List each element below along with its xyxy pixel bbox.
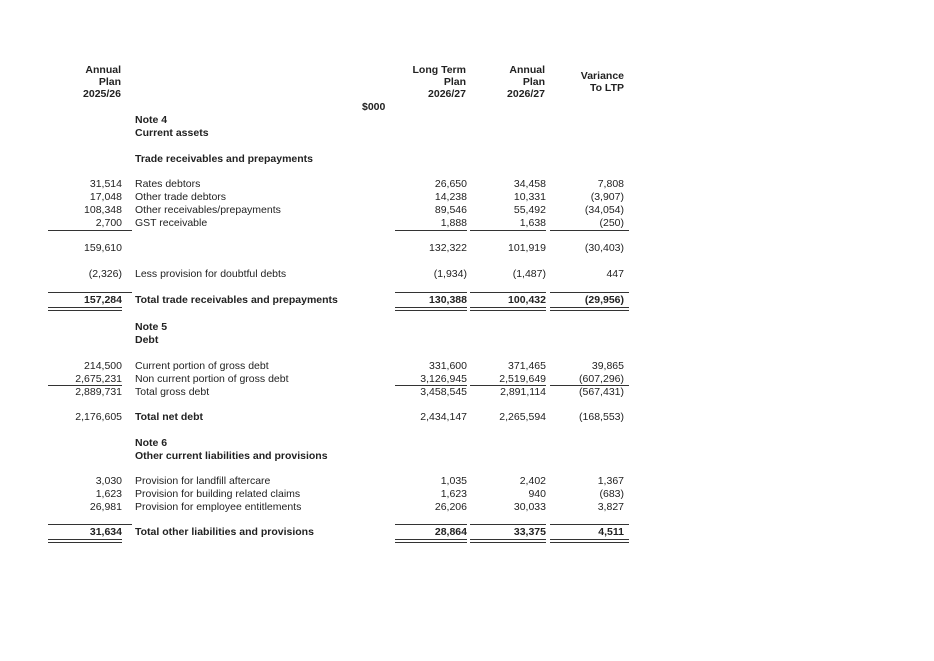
header-long-term-plan-2026-27: Long Term Plan 2026/27 — [412, 64, 466, 100]
cell-annual-2526: 214,500 — [84, 360, 122, 372]
double-rule — [470, 539, 546, 543]
note5-subtitle: Debt — [135, 334, 159, 346]
cell-ltp-2627: 26,206 — [434, 501, 467, 513]
row-label: Non current portion of gross debt — [135, 373, 289, 385]
cell-annual-2627: 2,402 — [519, 475, 546, 487]
row-label: Provision for building related claims — [135, 488, 301, 500]
cell-ltp-2627: 3,126,945 — [420, 373, 467, 385]
row-label: Rates debtors — [135, 178, 201, 190]
cell-annual-2526: 31,634 — [89, 526, 122, 538]
row-label: Less provision for doubtful debts — [135, 268, 287, 280]
rule — [550, 230, 629, 231]
cell-annual-2526: 1,623 — [95, 488, 122, 500]
row-label: Total net debt — [135, 411, 204, 423]
rule — [550, 524, 629, 525]
note6-title: Note 6 — [135, 437, 168, 449]
cell-ltp-2627: 132,322 — [429, 242, 467, 254]
cell-annual-2526: 26,981 — [89, 501, 122, 513]
cell-ltp-2627: 2,434,147 — [420, 411, 467, 423]
row-label: Total gross debt — [135, 386, 210, 398]
note5-title: Note 5 — [135, 321, 168, 333]
cell-variance: (30,403) — [584, 242, 624, 254]
row-label: Provision for landfill aftercare — [135, 475, 271, 487]
rule — [395, 524, 467, 525]
note4-title: Note 4 — [135, 114, 168, 126]
cell-annual-2627: 371,465 — [508, 360, 546, 372]
rule — [48, 524, 132, 525]
double-rule — [550, 307, 629, 311]
row-label: Other receivables/prepayments — [135, 204, 281, 216]
cell-variance: 39,865 — [591, 360, 624, 372]
cell-annual-2627: 2,265,594 — [499, 411, 546, 423]
cell-annual-2526: 17,048 — [89, 191, 122, 203]
cell-annual-2627: 1,638 — [519, 217, 546, 229]
cell-annual-2627: 33,375 — [513, 526, 546, 538]
double-rule — [395, 307, 467, 311]
row-label: Other trade debtors — [135, 191, 227, 203]
cell-ltp-2627: 331,600 — [429, 360, 467, 372]
rule — [470, 292, 546, 293]
header-annual-plan-2026-27: Annual Plan 2026/27 — [507, 64, 545, 100]
rule — [122, 230, 132, 231]
cell-variance: (168,553) — [579, 411, 624, 423]
cell-annual-2526: 3,030 — [95, 475, 122, 487]
cell-annual-2526: (2,326) — [88, 268, 122, 280]
rule — [48, 292, 132, 293]
double-rule — [470, 307, 546, 311]
note6-subtitle: Other current liabilities and provisions — [135, 450, 328, 462]
cell-variance: (3,907) — [590, 191, 624, 203]
cell-ltp-2627: 1,623 — [440, 488, 467, 500]
cell-annual-2526: 2,700 — [95, 217, 122, 229]
cell-annual-2627: 30,033 — [513, 501, 546, 513]
note4-subtitle: Current assets — [135, 127, 209, 139]
rule — [550, 292, 629, 293]
double-rule — [550, 539, 629, 543]
cell-variance: (683) — [599, 488, 624, 500]
cell-ltp-2627: 26,650 — [434, 178, 467, 190]
cell-ltp-2627: 14,238 — [434, 191, 467, 203]
cell-ltp-2627: 3,458,545 — [420, 386, 467, 398]
cell-variance: 7,808 — [597, 178, 624, 190]
rule — [470, 524, 546, 525]
cell-annual-2526: 159,610 — [84, 242, 122, 254]
cell-annual-2526: 157,284 — [84, 294, 122, 306]
rule — [395, 230, 467, 231]
cell-annual-2627: 101,919 — [508, 242, 546, 254]
cell-variance: (607,296) — [579, 373, 624, 385]
cell-annual-2526: 108,348 — [84, 204, 122, 216]
cell-annual-2627: 34,458 — [513, 178, 546, 190]
row-label: Current portion of gross debt — [135, 360, 269, 372]
cell-annual-2627: 2,519,649 — [499, 373, 546, 385]
cell-variance: (250) — [599, 217, 624, 229]
cell-variance: (29,956) — [584, 294, 624, 306]
cell-annual-2627: (1,487) — [512, 268, 546, 280]
cell-variance: 447 — [606, 268, 624, 280]
cell-ltp-2627: 89,546 — [434, 204, 467, 216]
rule — [395, 292, 467, 293]
cell-variance: 4,511 — [598, 526, 624, 538]
note4-section-title: Trade receivables and prepayments — [135, 153, 314, 165]
double-rule — [48, 539, 122, 543]
double-rule — [395, 539, 467, 543]
row-label: Total other liabilities and provisions — [135, 526, 314, 538]
cell-variance: (34,054) — [584, 204, 624, 216]
cell-annual-2627: 10,331 — [513, 191, 546, 203]
units-label: $000 — [362, 101, 386, 113]
cell-ltp-2627: 130,388 — [429, 294, 467, 306]
cell-annual-2526: 31,514 — [89, 178, 122, 190]
cell-annual-2526: 2,176,605 — [75, 411, 122, 423]
cell-ltp-2627: 1,035 — [440, 475, 467, 487]
cell-variance: 3,827 — [597, 501, 624, 513]
cell-annual-2526: 2,675,231 — [75, 373, 122, 385]
row-label: Total trade receivables and prepayments — [135, 294, 338, 306]
cell-variance: 1,367 — [597, 475, 624, 487]
header-variance-to-ltp: Variance To LTP — [580, 70, 624, 94]
cell-ltp-2627: 28,864 — [434, 526, 467, 538]
cell-annual-2627: 100,432 — [508, 294, 546, 306]
rule — [48, 230, 122, 231]
header-annual-plan-2025-26: Annual Plan 2025/26 — [83, 64, 121, 100]
cell-annual-2526: 2,889,731 — [75, 386, 122, 398]
rule — [470, 230, 546, 231]
cell-variance: (567,431) — [579, 386, 624, 398]
double-rule — [48, 307, 122, 311]
cell-ltp-2627: 1,888 — [440, 217, 467, 229]
row-label: GST receivable — [135, 217, 208, 229]
cell-annual-2627: 940 — [528, 488, 546, 500]
cell-annual-2627: 2,891,114 — [500, 386, 546, 398]
cell-ltp-2627: (1,934) — [433, 268, 467, 280]
cell-annual-2627: 55,492 — [513, 204, 546, 216]
row-label: Provision for employee entitlements — [135, 501, 302, 513]
